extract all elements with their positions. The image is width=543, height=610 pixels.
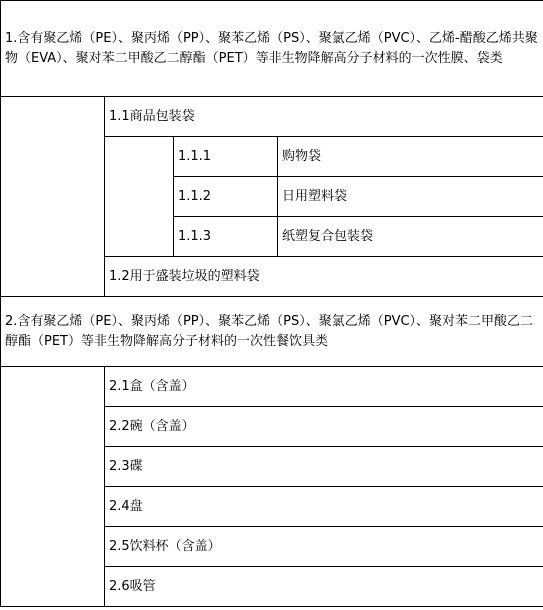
- category-1-title: 1.含有聚乙烯（PE）、聚丙烯（PP）、聚苯乙烯（PS）、聚氯乙烯（PVC）、乙烯-醋酸乙烯共聚物（EVA）、聚对苯二甲酸乙二醇酯（PET）等非生物降解高分子材料的一次性膜、袋类: [1, 1, 543, 97]
- category-2-item: 2.5饮料杯（含盖）: [105, 527, 543, 567]
- sub-1-1-indent-cell: [105, 137, 174, 257]
- category-2-item: 2.6吸管: [105, 567, 543, 607]
- item-name: 纸塑复合包装袋: [278, 217, 543, 257]
- category-2-row: [1, 297, 543, 367]
- item-code: 1.1.1: [174, 137, 278, 177]
- item-code: 1.1.3: [174, 217, 278, 257]
- category-2-item: 2.4盘: [105, 487, 543, 527]
- category-2-item: 2.3碟: [105, 447, 543, 487]
- category-2-item-row: [1, 367, 543, 407]
- sub-1-1-row: [1, 97, 543, 137]
- category-2-item: 2.1盒（含盖）: [105, 367, 543, 407]
- category-2-title: 2.含有聚乙烯（PE）、聚丙烯（PP）、聚苯乙烯（PS）、聚氯乙烯（PVC）、聚对苯二甲酸乙二醇酯（PET）等非生物降解高分子材料的一次性餐饮具类: [1, 297, 543, 367]
- item-name: 日用塑料袋: [278, 177, 543, 217]
- item-name: 购物袋: [278, 137, 543, 177]
- category-1-indent-cell: [1, 97, 105, 297]
- category-2-indent-cell: [1, 367, 105, 607]
- sub-1-1-label: 1.1商品包装袋: [105, 97, 543, 137]
- category-2-item: 2.2碗（含盖）: [105, 407, 543, 447]
- item-code: 1.1.2: [174, 177, 278, 217]
- category-1-row: [1, 1, 543, 97]
- sub-1-2-label: 1.2用于盛装垃圾的塑料袋: [105, 257, 543, 297]
